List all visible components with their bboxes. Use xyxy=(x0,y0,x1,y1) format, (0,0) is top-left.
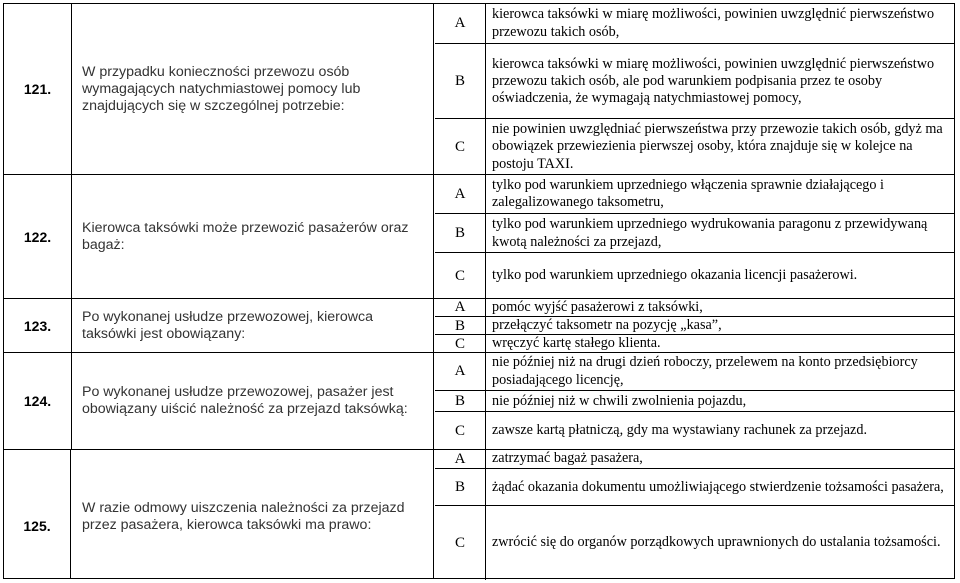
answer-option-b[interactable] xyxy=(435,316,954,335)
answer-option-a[interactable] xyxy=(435,4,954,43)
answer-text xyxy=(486,175,954,213)
question-text xyxy=(72,353,434,449)
answer-letter: A xyxy=(435,4,486,43)
answer-option-c[interactable] xyxy=(435,505,954,580)
answer-option-b[interactable] xyxy=(435,43,954,119)
answer-letter: A xyxy=(435,353,486,390)
answer-list xyxy=(435,175,954,298)
question-text-content: W razie odmowy uiszczenia należności za przejazd przez pasażera, kierowca taksówki ma prawo: xyxy=(82,500,405,533)
answer-text-content: wręczyć kartę stałego klienta. xyxy=(492,335,661,352)
answer-text-content: przełączyć taksometr na pozycję „kasa”, xyxy=(492,317,722,334)
question-text xyxy=(72,299,434,352)
answer-letter: B xyxy=(435,44,486,119)
answer-option-c[interactable] xyxy=(435,334,954,353)
question-row-123 xyxy=(3,298,955,352)
question-text xyxy=(72,175,434,298)
answer-letter: B xyxy=(435,391,486,412)
answer-text-content: tylko pod warunkiem uprzedniego okazania licencji pasażerowi. xyxy=(492,267,858,284)
answer-list xyxy=(435,4,954,174)
answer-text xyxy=(486,119,954,175)
question-text-content: Kierowca taksówki może przewozić pasażerów oraz bagaż: xyxy=(82,219,409,253)
answer-letter: A xyxy=(435,299,486,316)
answer-text-content: tylko pod warunkiem uprzedniego włączenia sprawnie działającego i zalegalizowanego taksometru, xyxy=(492,176,884,210)
answer-list xyxy=(435,353,954,449)
answer-text xyxy=(486,506,954,580)
answer-text xyxy=(486,353,954,390)
answer-letter: A xyxy=(435,450,486,468)
answer-text-content: zatrzymać bagaż pasażera, xyxy=(492,450,643,467)
answer-letter: C xyxy=(435,412,486,450)
answer-list xyxy=(435,299,954,352)
answer-text xyxy=(486,4,954,43)
answer-text-content: pomóc wyjść pasażerowi z taksówki, xyxy=(492,298,703,315)
answer-text xyxy=(486,335,954,353)
question-number: 123. xyxy=(4,299,72,352)
answer-text xyxy=(486,299,954,316)
answer-option-c[interactable] xyxy=(435,252,954,299)
question-row-122 xyxy=(3,174,955,298)
question-text xyxy=(72,4,434,174)
answer-letter: C xyxy=(435,335,486,353)
question-text-content: Po wykonanej usłudze przewozowej, pasażer jest obowiązany uiścić należność za przejazd taksówką: xyxy=(82,384,408,417)
answer-text-content: kierowca taksówki w miarę możliwości, powinien uwzględnić pierwszeństwo przewozu takich osób, xyxy=(492,6,935,40)
answer-letter: C xyxy=(435,506,486,580)
answer-letter: B xyxy=(435,469,486,506)
answer-option-b[interactable] xyxy=(435,213,954,253)
answer-text-content: zwrócić się do organów porządkowych uprawnionych do ustalania tożsamości. xyxy=(492,534,941,551)
answer-list xyxy=(435,450,954,578)
question-number: 124. xyxy=(4,353,72,449)
answer-text-content: nie powinien uwzględniać pierwszeństwa przy przewozie takich osób, gdyż ma obowiązek przewiezienia pierwszej osoby, która znajduje się w kolejce na postoju TAXI. xyxy=(492,121,943,172)
answer-text-content: nie później niż na drugi dzień roboczy, przelewem na konto przedsiębiorcy posiadającego licencję, xyxy=(492,354,918,388)
answer-letter: C xyxy=(435,253,486,299)
answer-option-b[interactable] xyxy=(435,390,954,412)
answer-text xyxy=(486,214,954,253)
question-text xyxy=(72,450,434,578)
answer-option-a[interactable] xyxy=(435,450,954,468)
answer-text-content: żądać okazania dokumentu umożliwiającego stwierdzenie tożsamości pasażera, xyxy=(492,478,944,495)
answer-text-content: zawsze kartą płatniczą, gdy ma wystawiany rachunek za przejazd. xyxy=(492,422,867,439)
answer-letter: B xyxy=(435,317,486,335)
answer-text xyxy=(486,469,954,506)
question-row-121 xyxy=(3,3,955,174)
answer-text xyxy=(486,253,954,299)
answer-option-a[interactable] xyxy=(435,353,954,390)
question-text-content: W przypadku konieczności przewozu osób wymagających natychmiastowej pomocy lub znajdujących się w szczególnej potrzebie: xyxy=(82,63,361,114)
question-number: 121. xyxy=(4,4,72,174)
question-number: 125. xyxy=(4,450,71,578)
answer-text xyxy=(486,317,954,335)
answer-option-a[interactable] xyxy=(435,175,954,213)
answer-text-content: nie później niż w chwili zwolnienia pojazdu, xyxy=(492,392,747,409)
answer-text-content: kierowca taksówki w miarę możliwości, powinien uwzględnić pierwszeństwo przewozu takich osób, ale pod warunkiem podpisania przez te osoby oświadczenia, że wymagają natychmiastowej pomocy, xyxy=(492,55,935,107)
answer-text-content: tylko pod warunkiem uprzedniego wydrukowania paragonu z przewidywaną kwotą należności za przejazd, xyxy=(492,216,928,250)
answer-text xyxy=(486,391,954,412)
answer-letter: B xyxy=(435,214,486,253)
question-row-124 xyxy=(3,352,955,449)
answer-letter: C xyxy=(435,119,486,175)
answer-text xyxy=(486,412,954,450)
question-row-125 xyxy=(3,449,955,579)
answer-option-c[interactable] xyxy=(435,411,954,450)
answer-letter: A xyxy=(435,175,486,213)
question-number: 122. xyxy=(4,175,72,298)
answer-text xyxy=(486,450,954,468)
answer-option-c[interactable] xyxy=(435,118,954,175)
answer-option-b[interactable] xyxy=(435,468,954,506)
answer-text xyxy=(486,44,954,119)
answer-option-a[interactable] xyxy=(435,299,954,316)
question-text-content: Po wykonanej usłudze przewozowej, kierowca taksówki jest obowiązany: xyxy=(82,308,373,342)
